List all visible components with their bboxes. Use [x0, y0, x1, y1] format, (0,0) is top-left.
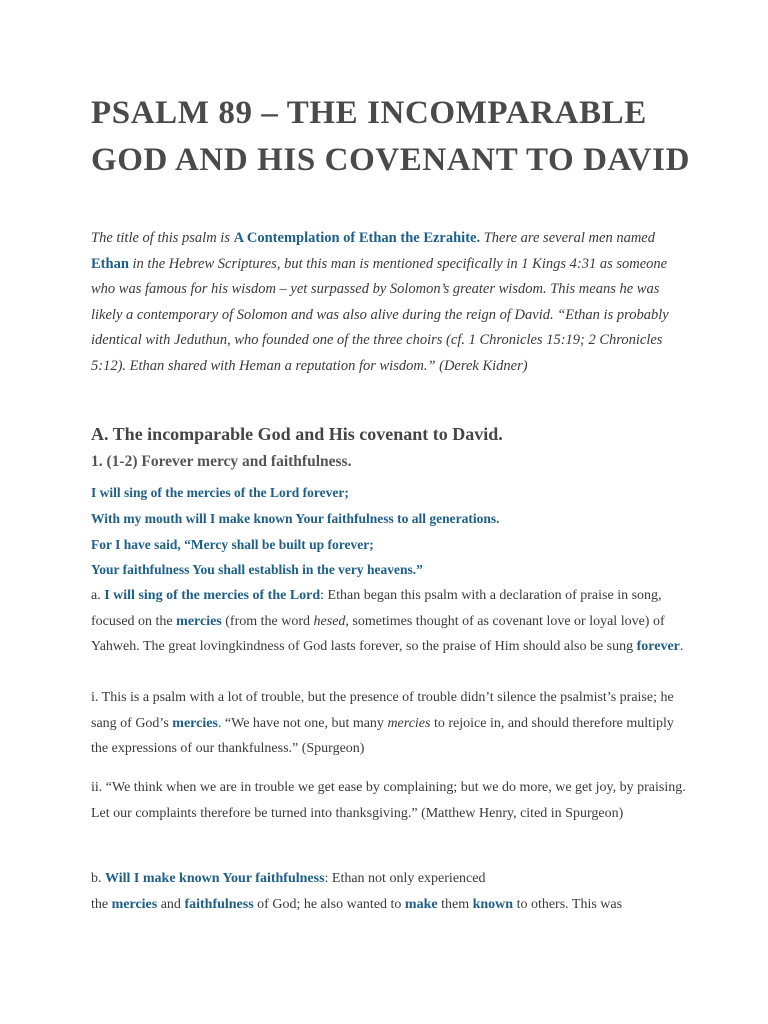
make-term: make: [404, 896, 438, 912]
page-title: PSALM 89 – THE INCOMPARABLE GOD AND HIS COVENANT TO DAVID: [91, 95, 691, 178]
mercies-term: mercies: [172, 715, 218, 731]
subsection-heading: 1. (1-2) Forever mercy and faithfulness.: [91, 453, 352, 470]
para-b-text-4: of God; he also wanted to: [253, 896, 405, 912]
hesed-term: hesed: [313, 613, 346, 629]
commentary-paragraph-i: [91, 685, 691, 762]
para-a-text-2: (from the word: [221, 613, 314, 629]
mercies-italic-term: mercies: [387, 715, 431, 731]
para-b-bold: Will I make known Your faithfulness: [105, 871, 325, 886]
mercies-term: mercies: [111, 896, 158, 912]
para-b-text-1: : Ethan not only experienced: [324, 871, 486, 886]
known-term: known: [472, 896, 514, 912]
para-a-text-4: .: [679, 639, 684, 654]
faithfulness-term: faithfulness: [184, 896, 254, 912]
psalm-title-highlight: A Contemplation of Ethan the Ezrahite.: [233, 230, 481, 246]
mercies-term: mercies: [176, 613, 222, 629]
verse-line: For I have said, “Mercy shall be built up forever;: [91, 537, 374, 552]
commentary-paragraph-b: [91, 866, 691, 917]
para-a-text-1: : Ethan began this psalm with a declaration of praise in song, focused on the: [91, 588, 662, 629]
verse-line: Your faithfulness You shall establish in the very heavens.”: [91, 562, 423, 577]
verse-line: With my mouth will I make known Your faithfulness to all generations.: [91, 511, 500, 526]
para-b-prefix: b.: [91, 871, 105, 886]
para-i-text-1: i. This is a psalm with a lot of trouble, but the presence of trouble didn’t silence the psalmist’s praise; he sang of God’s: [91, 690, 674, 731]
forever-term: forever: [636, 639, 680, 654]
para-a-bold: I will sing of the mercies of the Lord: [104, 588, 321, 603]
intro-text-1: The title of this psalm is: [91, 230, 234, 246]
verse-line: I will sing of the mercies of the Lord forever;: [91, 485, 349, 500]
para-b-text-5: them: [437, 896, 473, 912]
para-b-text-6: to others. This was: [513, 896, 623, 912]
para-b-text-2: the: [91, 896, 112, 912]
commentary-paragraph-ii: ii. “We think when we are in trouble we get ease by complaining; but we do more, we get joy, by praising. Let our complaints therefore be turned into thanksgiving.” (Matthew Henry, cited in Spurgeon): [91, 780, 686, 821]
para-i-text-2: . “We have not one, but many: [217, 715, 388, 731]
intro-text-2: There are several men named: [480, 230, 655, 246]
para-a-prefix: a.: [91, 588, 105, 603]
para-a-text-3: , sometimes thought of as covenant love or loyal love) of Yahweh. The great lovingkindness of God lasts forever, so the praise of Him should also be sung: [91, 613, 665, 654]
para-i-text-3: to rejoice in, and should therefore multiply the expressions of our thankfulness.” (Spurgeon): [91, 715, 674, 756]
ethan-highlight: Ethan: [91, 255, 129, 272]
para-b-text-3: and: [157, 896, 185, 912]
intro-text-3: in the Hebrew Scriptures, but this man is mentioned specifically in 1 Kings 4:31 as someone who was famous for his wisdom – yet surpassed by Solomon’s greater wisdom. This means he was likely a contemporary of Solomon and was also alive during the reign of David. “Ethan is probably identical with Jeduthun, who founded one of the three choirs (cf. 1 Chronicles 15:19; 2 Chronicles 5:12). Ethan shared with Heman a reputation for wisdom.” (Derek Kidner): [91, 255, 669, 374]
commentary-paragraph-a: [91, 583, 691, 660]
section-heading: A. The incomparable God and His covenant to David.: [91, 424, 503, 444]
intro-paragraph: [91, 226, 691, 379]
